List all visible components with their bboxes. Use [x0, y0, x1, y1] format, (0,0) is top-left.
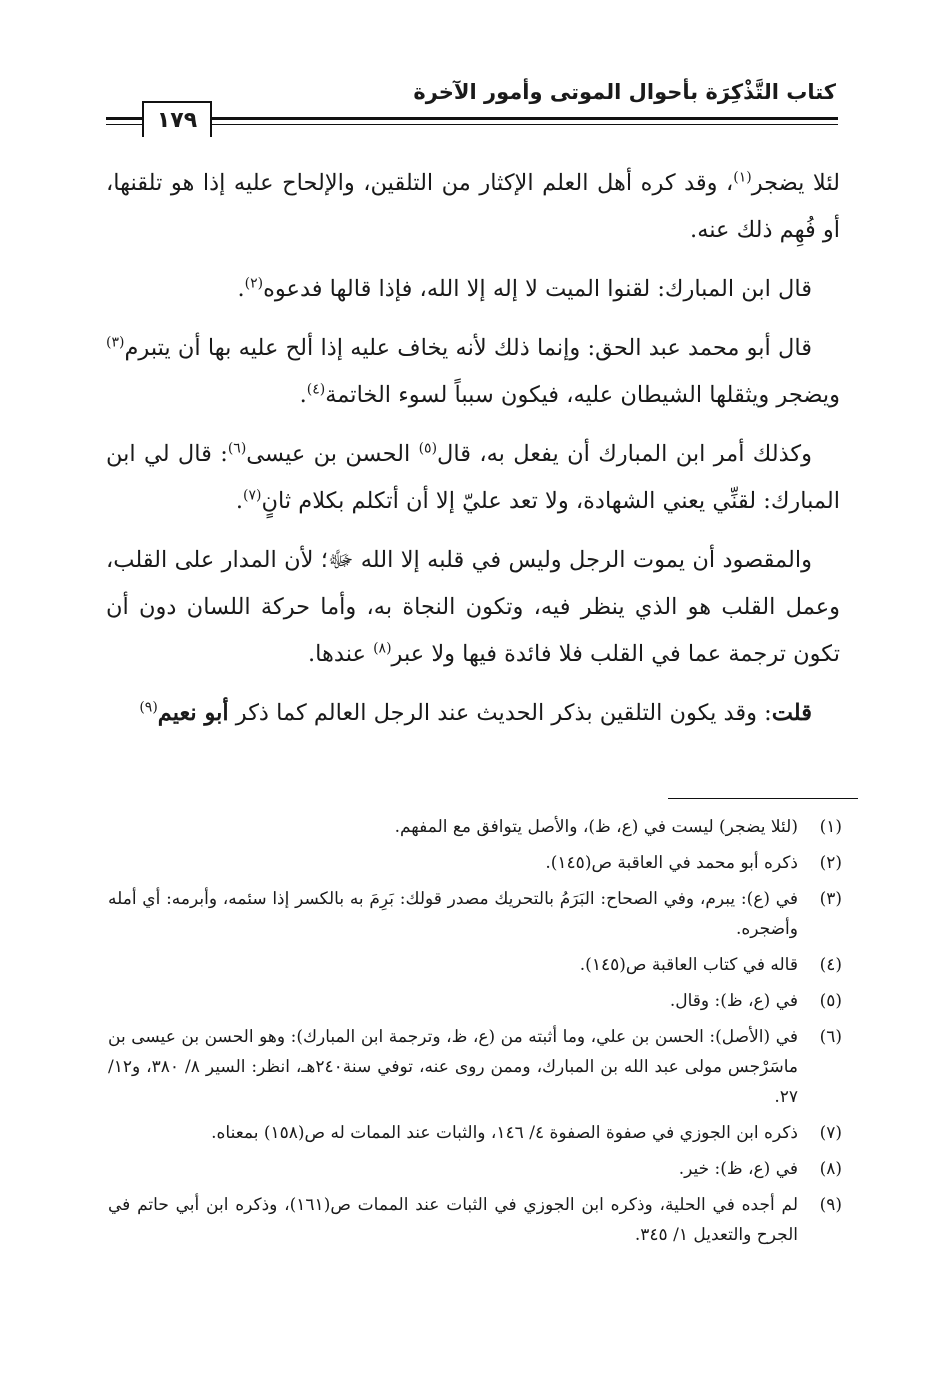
- footnote-text: (لئلا يضجر) ليست في (ع، ظ)، والأصل يتوافق مع المفهم.: [394, 817, 798, 837]
- page-number: ١٧٩: [142, 101, 212, 137]
- qultu-label: قلت: [771, 700, 812, 726]
- footnote-text: ذكره أبو محمد في العاقبة ص(١٤٥).: [545, 853, 798, 873]
- footnote-text: لم أجده في الحلية، وذكره ابن الجوزي في الثبات عند الممات ص(١٦١)، وذكره ابن أبي حاتم في الجرح والتعديل ١/ ٣٤٥.: [108, 1195, 798, 1245]
- text-span: : قال لي ابن المبارك: لقنِّي يعني الشهادة، ولا تعد عليّ إلا أن أتكلم بكلام ثانٍ: [106, 441, 840, 514]
- paragraph-1: [106, 160, 840, 254]
- footnote-number: (٣): [819, 889, 842, 909]
- footnote-item: [108, 1154, 842, 1184]
- header-rule-thick: [106, 117, 838, 120]
- text-span: الحسن بن عيسى: [246, 441, 419, 467]
- paragraph-3: [106, 325, 840, 419]
- paragraph-5: [106, 537, 840, 678]
- footnote-number: (٢): [819, 853, 842, 873]
- text-span: .: [299, 382, 307, 408]
- footnote-number: (٩): [819, 1195, 842, 1215]
- footnote-separator: [668, 798, 858, 799]
- footnote-number: (٥): [819, 991, 842, 1011]
- footnote-item: [108, 950, 842, 980]
- footnote-ref: (٤): [306, 381, 326, 398]
- main-text: [106, 160, 840, 749]
- footnote-text: قاله في كتاب العاقبة ص(١٤٥).: [579, 955, 798, 975]
- bold-name: أبو نعيم: [157, 700, 229, 726]
- footnote-text: في (ع): يبرم، وفي الصحاح: البَرَمُ بالتحريك مصدر قولك: بَرِمَ به بالكسر إذا سئمه، وأبرمه: أي أمله وأضجره.: [108, 889, 798, 939]
- text-span: ، وقد كره أهل العلم الإكثار من التلقين، والإلحاح عليه إذا هو تلقنها، أو فُهِم ذلك عنه.: [106, 170, 840, 243]
- footnote-text: في (الأصل): الحسن بن علي، وما أثبته من (ع، ظ، وترجمة ابن المبارك): وهو الحسن بن عيسى بن ماسَرْجس مولى عبد الله بن المبارك، وممن روى عنه، توفي سنة٢٤٠هـ، انظر: السير ٨/ ٣٨٠، و١٢/ ٢٧.: [108, 1027, 798, 1107]
- footnote-item: [108, 812, 842, 842]
- text-span: قال أبو محمد عبد الحق: وإنما ذلك لأنه يخاف عليه إذا ألح عليه بها أن يتبرم: [124, 335, 812, 361]
- paragraph-2: [106, 266, 840, 313]
- text-span: .: [237, 276, 245, 302]
- footnote-number: (٤): [819, 955, 842, 975]
- header-rule-thin: [106, 124, 838, 125]
- footnote-item: [108, 986, 842, 1016]
- text-span: قال ابن المبارك: لقنوا الميت لا إله إلا الله، فإذا قالها فدعوه: [263, 276, 812, 302]
- text-span: : وقد يكون التلقين بذكر الحديث عند الرجل العالم كما ذكر: [228, 700, 772, 726]
- footnote-ref: (٨): [373, 640, 392, 657]
- text-span: ويضجر ويثقلها الشيطان عليه، فيكون سبباً لسوء الخاتمة: [325, 382, 840, 408]
- footnote-text: في (ع، ظ): وقال.: [669, 991, 798, 1011]
- running-header-title: كتاب التَّذْكِرَة بأحوال الموتى وأمور الآخرة: [413, 80, 836, 104]
- footnote-ref: (٩): [139, 699, 158, 716]
- footnote-ref: (١): [733, 169, 752, 186]
- footnote-text: ذكره ابن الجوزي في صفوة الصفوة ٤/ ١٤٦، والثبات عند الممات له ص(١٥٨) بمعناه.: [211, 1123, 798, 1143]
- paragraph-6: [106, 690, 840, 737]
- paragraph-4: [106, 431, 840, 525]
- footnote-ref: (٧): [243, 487, 262, 504]
- footnote-ref: (٣): [106, 334, 125, 351]
- text-span: والمقصود أن يموت الرجل وليس في قلبه إلا الله ﷻ؛ لأن المدار على القلب، وعمل القلب هو الذي ينظر فيه، وتكون النجاة به، وأما حركة اللسان دون أن تكون ترجمة عما في القلب فلا فائدة فيها ولا عبر: [106, 547, 840, 667]
- text-span: وكذلك أمر ابن المبارك أن يفعل به، قال: [437, 441, 812, 467]
- footnote-number: (٧): [819, 1123, 842, 1143]
- footnote-ref: (٥): [418, 440, 438, 457]
- footnote-number: (٨): [819, 1159, 842, 1179]
- footnote-number: (٦): [819, 1027, 842, 1047]
- footnote-item: [108, 1022, 842, 1112]
- footnote-item: [108, 848, 842, 878]
- footnote-item: [108, 884, 842, 944]
- text-span: لئلا يضجر: [751, 170, 840, 196]
- footnote-number: (١): [819, 817, 842, 837]
- footnote-text: في (ع، ظ): خير.: [678, 1159, 798, 1179]
- text-span: .: [235, 488, 244, 514]
- text-span: عندها.: [308, 641, 374, 667]
- footnotes: [108, 812, 842, 1256]
- footnote-ref: (٢): [244, 275, 264, 292]
- footnote-item: [108, 1190, 842, 1250]
- footnote-ref: (٦): [227, 440, 247, 457]
- footnote-item: [108, 1118, 842, 1148]
